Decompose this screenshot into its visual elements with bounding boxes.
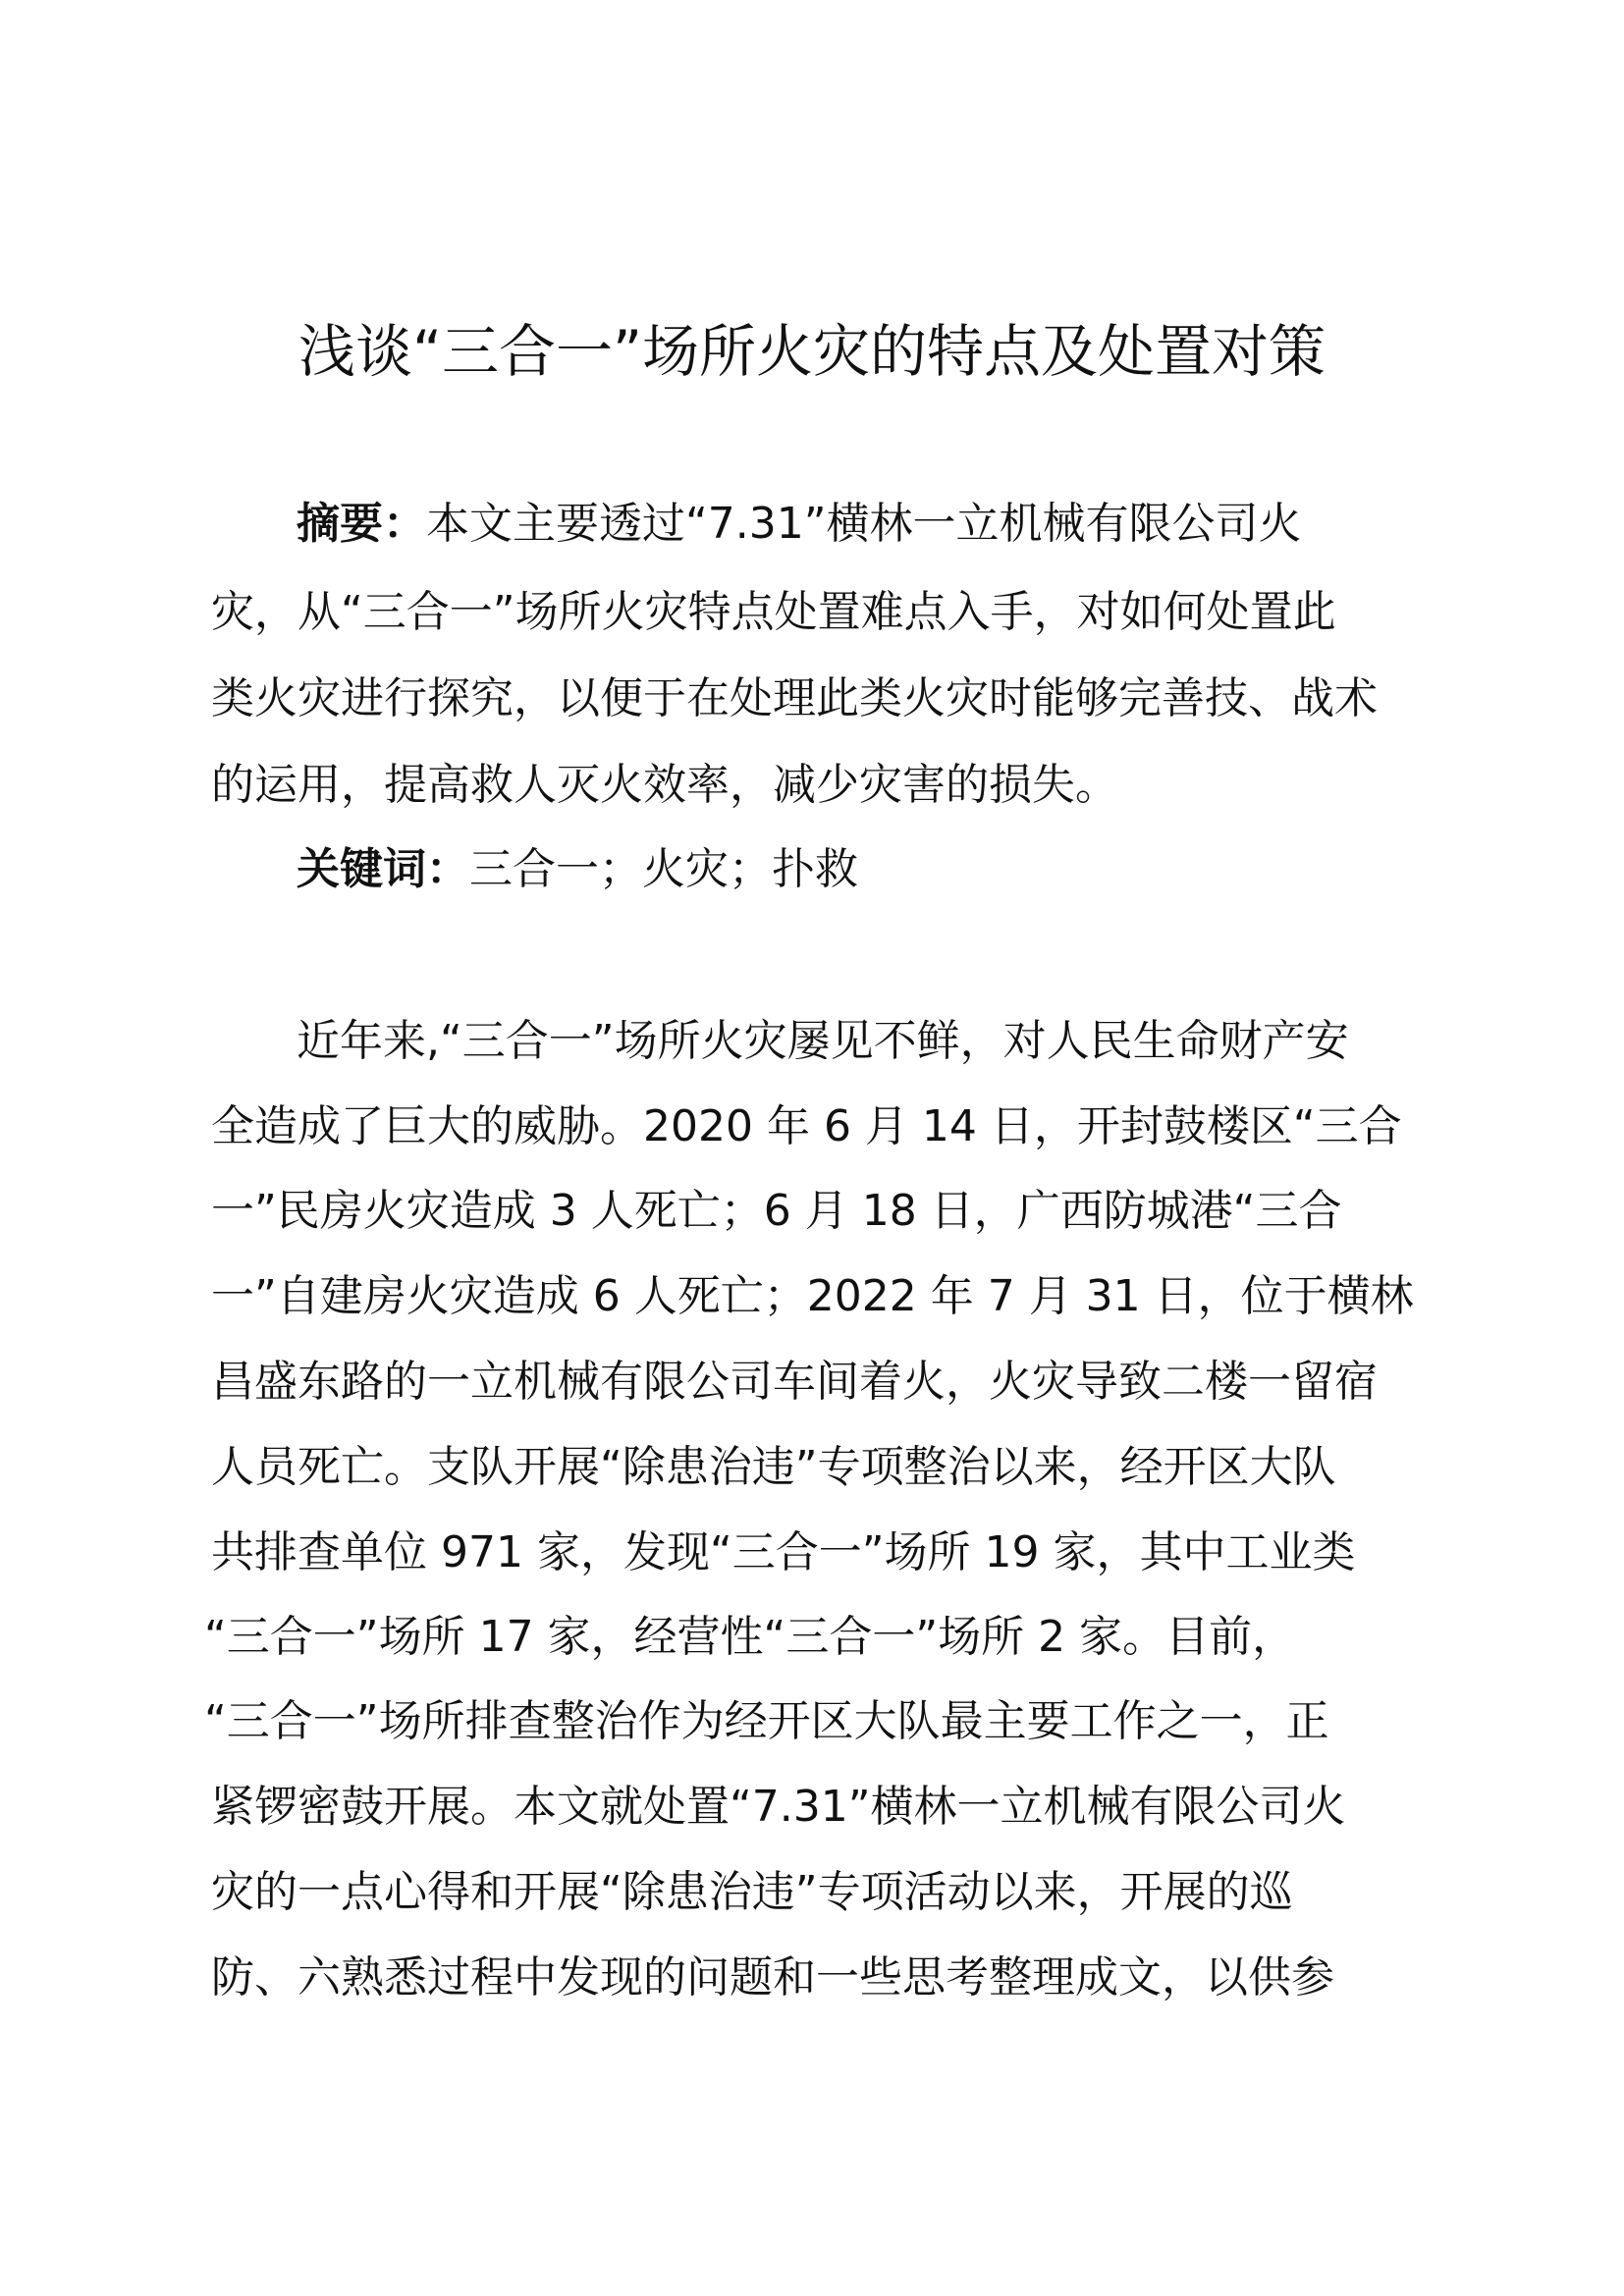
body-line-10: 紧锣密鼓开展。本文就处置“7.31”横林一立机械有限公司火 — [211, 1782, 1346, 1832]
keywords-text: 三合一；火灾；扑救 — [469, 844, 858, 894]
keywords-line — [297, 840, 858, 899]
abstract-line-4: 的运用，提高救人灭火效率，减少灾害的损失。 — [211, 760, 1118, 810]
abstract-line-1 — [297, 495, 1302, 554]
abstract-line-2: 灾，从“三合一”场所火灾特点处置难点入手，对如何处置此 — [211, 587, 1336, 637]
body-line-12: 防、六熟悉过程中发现的问题和一些思考整理成文，以供参 — [211, 1952, 1334, 2002]
body-line-4: 一”自建房火灾造成 6 人死亡；2022 年 7 月 31 日，位于横林 — [211, 1271, 1414, 1321]
body-line-8: “三合一”场所 17 家，经营性“三合一”场所 2 家。目前， — [204, 1612, 1296, 1662]
body-line-9: “三合一”场所排查整治作为经开区大队最主要工作之一，正 — [204, 1696, 1329, 1746]
body-line-1: 近年来,“三合一”场所火灾屡见不鲜，对人民生命财产安 — [297, 1016, 1349, 1066]
abstract-label: 摘要： — [297, 499, 426, 549]
body-line-11: 灾的一点心得和开展“除患治违”专项活动以来，开展的巡 — [211, 1867, 1293, 1917]
body-line-6: 人员死亡。支队开展“除患治违”专项整治以来，经开区大队 — [211, 1442, 1336, 1492]
body-line-5: 昌盛东路的一立机械有限公司车间着火，火灾导致二楼一留宿 — [211, 1357, 1378, 1407]
abstract-text: 本文主要透过“7.31”横林一立机械有限公司火 — [426, 499, 1302, 549]
body-line-2: 全造成了巨大的威胁。2020 年 6 月 14 日，开封鼓楼区“三合 — [211, 1101, 1402, 1151]
keywords-label: 关键词： — [297, 844, 469, 894]
document-title: 浅谈“三合一”场所火灾的特点及处置对策 — [298, 318, 1326, 385]
body-line-7: 共排查单位 971 家，发现“三合一”场所 19 家，其中工业类 — [211, 1527, 1356, 1577]
body-line-3: 一”民房火灾造成 3 人死亡；6 月 18 日，广西防城港“三合 — [211, 1186, 1342, 1236]
abstract-line-3: 类火灾进行探究，以便于在处理此类火灾时能够完善技、战术 — [211, 673, 1378, 723]
